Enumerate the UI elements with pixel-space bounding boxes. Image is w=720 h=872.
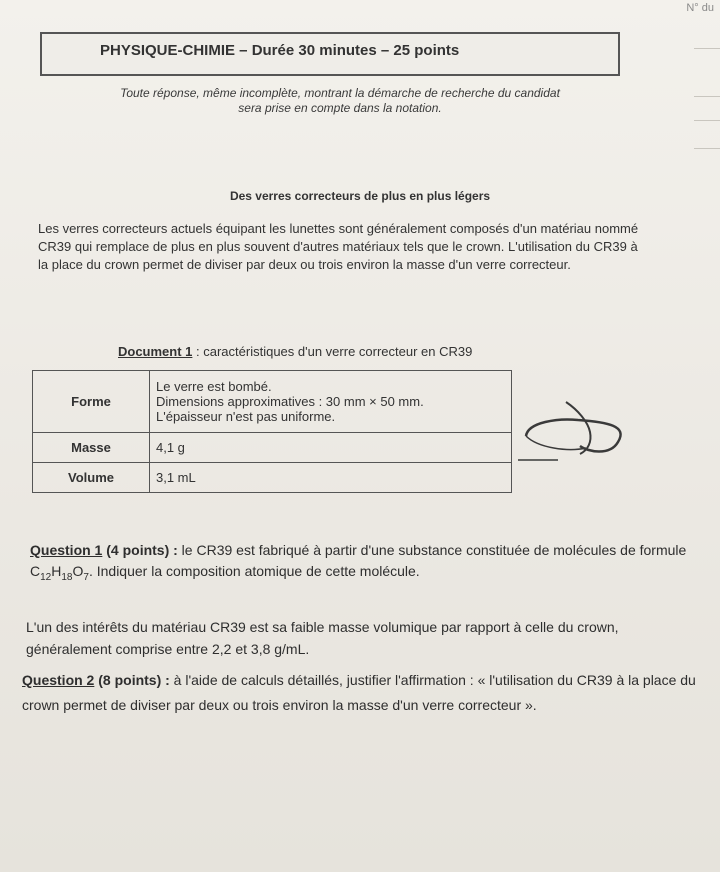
- instructions-line-2: sera prise en compte dans la notation.: [238, 101, 442, 115]
- intro-paragraph: Les verres correcteurs actuels équipant les lunettes sont généralement composés d'un matériau nommé CR39 qui remplace de plus en plus souvent d'autres matériaux tels que le crown. L'utilisation du CR39 à la place du crown permet de diviser par deux ou trois environ la masse d'un verre correcteur.: [38, 221, 639, 272]
- question-1-label: Question 1: [30, 542, 103, 558]
- question-1: [30, 540, 700, 588]
- table-row: [33, 463, 512, 493]
- molecule-formula: [30, 563, 89, 583]
- row-value: 4,1 g: [150, 433, 512, 463]
- row-header: Forme: [33, 371, 150, 433]
- characteristics-table: [32, 370, 512, 493]
- margin-rule: [694, 148, 720, 149]
- corner-note: N° du: [686, 2, 714, 14]
- formula-element: O: [72, 563, 84, 579]
- question-1-points: (4 points) :: [102, 542, 178, 558]
- row-value: 3,1 mL: [150, 463, 512, 493]
- row-header: Masse: [33, 433, 150, 463]
- formula-index: 18: [61, 571, 73, 583]
- formula-element: C: [30, 563, 41, 579]
- document-label: Document 1: [118, 344, 193, 359]
- question-2: [22, 668, 712, 718]
- row-value-line: Le verre est bombé.: [156, 379, 272, 394]
- row-value: [150, 371, 512, 433]
- margin-rule: [694, 120, 720, 121]
- margin-rule: [694, 48, 720, 49]
- formula-index: 12: [40, 571, 52, 583]
- section-subtitle: Des verres correcteurs de plus en plus légers: [229, 189, 491, 203]
- formula-element: H: [51, 563, 62, 579]
- instructions-line-1: Toute réponse, même incomplète, montrant la démarche de recherche du candidat: [120, 86, 560, 100]
- table-row: [33, 433, 512, 463]
- question-2-text: à l'aide de calculs détaillés, justifier l'affirmation : « l'utilisation du CR39 à la place du crown permet de diviser par deux ou trois environ la masse d'un verre correcteur ».: [22, 672, 696, 713]
- question-2-points: (8 points) :: [94, 672, 170, 688]
- table-row: [33, 371, 512, 433]
- formula-index: 7: [83, 571, 89, 583]
- document-caption: [118, 344, 472, 359]
- question-2-label: Question 2: [22, 672, 95, 688]
- lens-illustration: [518, 392, 628, 464]
- density-paragraph: L'un des intérêts du matériau CR39 est sa faible masse volumique par rapport à celle du crown, généralement comprise entre 2,2 et 3,8 g/mL.: [26, 619, 619, 657]
- page-title: PHYSIQUE-CHIMIE – Durée 30 minutes – 25 points: [100, 42, 460, 59]
- row-value-line: L'épaisseur n'est pas uniforme.: [156, 409, 336, 424]
- instructions: [50, 86, 630, 116]
- document-caption-text: : caractéristiques d'un verre correcteur en CR39: [192, 344, 473, 359]
- margin-rule: [694, 96, 720, 97]
- row-value-line: Dimensions approximatives : 30 mm × 50 mm.: [156, 394, 424, 409]
- row-header: Volume: [33, 463, 150, 493]
- question-1-text-end: . Indiquer la composition atomique de cette molécule.: [88, 563, 420, 579]
- question-1-text: le CR39 est fabriqué à partir d'une substance constituée de molécules de formule: [177, 542, 687, 558]
